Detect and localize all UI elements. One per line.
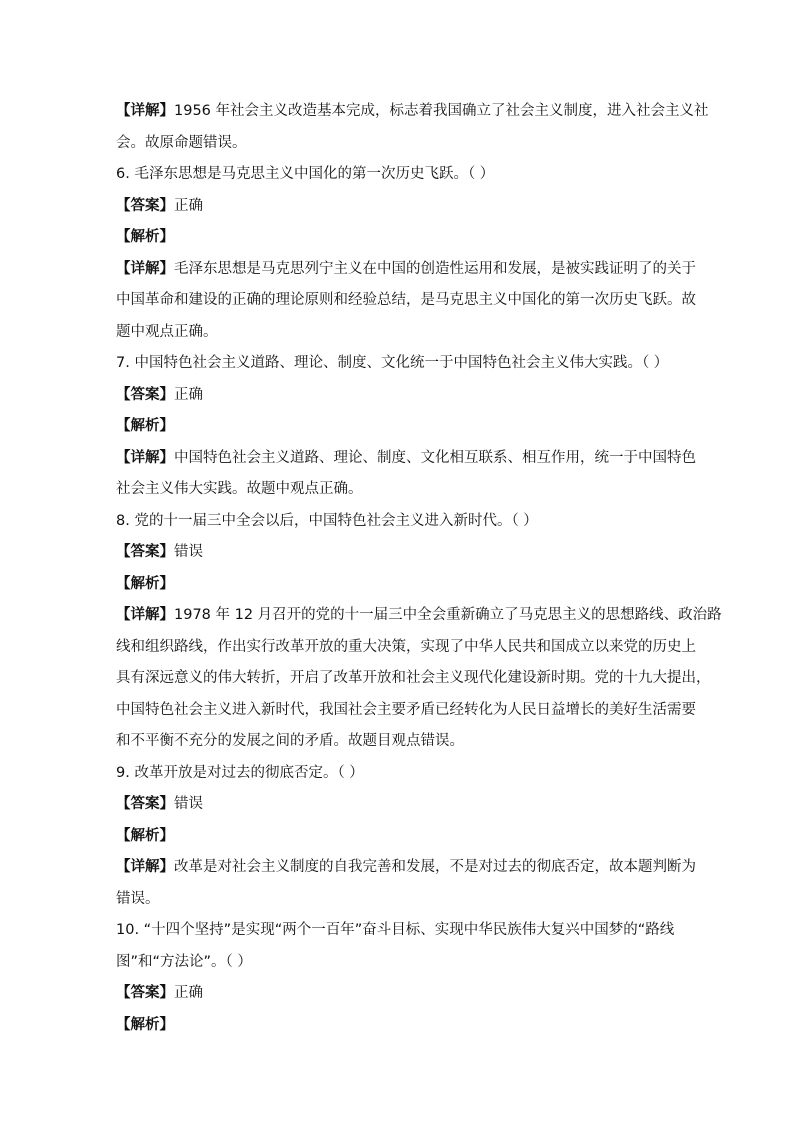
- detail-tag: 【详解】: [116, 859, 174, 875]
- answer-tag: 【答案】: [116, 544, 174, 560]
- answer-line: [116, 191, 686, 223]
- analysis-line: [116, 1010, 686, 1042]
- analysis-tag: 【解析】: [116, 1016, 174, 1033]
- detail-line: [116, 852, 696, 884]
- analysis-line: [116, 569, 686, 601]
- detail-line: [116, 474, 686, 506]
- answer-tag: 【答案】: [116, 197, 174, 214]
- detail-text: 中国特色社会主义进入新时代，我国社会主要矛盾已经转化为人民日益增长的美好生活需要: [116, 701, 696, 718]
- question-text: 6. 毛泽东思想是马克思主义中国化的第一次历史飞跃。（ ）: [116, 166, 495, 182]
- detail-text: 1978 年 12 月召开的党的十一届三中全会重新确立了马克思主义的思想路线、政治路: [174, 607, 722, 623]
- question-text: 7. 中国特色社会主义道路、理论、制度、文化统一于中国特色社会主义伟大实践。（ ）: [116, 355, 669, 371]
- detail-text: 和不平衡不充分的发展之间的矛盾。故题目观点错误。: [116, 733, 464, 749]
- detail-line: [116, 695, 696, 727]
- question-text: 9. 改革开放是对过去的彻底否定。（ ）: [116, 764, 364, 781]
- analysis-line: [116, 222, 686, 254]
- answer-value: 正确: [174, 386, 203, 403]
- analysis-tag: 【解析】: [116, 575, 174, 592]
- detail-line: [116, 285, 696, 317]
- detail-tag: 【详解】: [116, 607, 174, 623]
- detail-line: [116, 96, 709, 128]
- answer-value: 错误: [174, 544, 203, 560]
- answer-tag: 【答案】: [116, 796, 174, 812]
- answer-tag: 【答案】: [116, 386, 174, 403]
- detail-line: [116, 726, 686, 758]
- question-line: [116, 947, 686, 979]
- detail-tag: 【详解】: [116, 449, 174, 466]
- detail-tag: 【详解】: [116, 103, 174, 119]
- answer-line: [116, 537, 686, 569]
- analysis-tag: 【解析】: [116, 827, 174, 844]
- answer-tag: 【答案】: [116, 985, 174, 1001]
- analysis-tag: 【解析】: [116, 229, 174, 245]
- detail-text: 具有深远意义的伟大转折，开启了改革开放和社会主义现代化建设新时期。党的十九大提出，: [116, 670, 711, 686]
- detail-text: 社会主义伟大实践。故题中观点正确。: [116, 481, 363, 497]
- detail-line: [116, 317, 686, 349]
- analysis-line: [116, 821, 686, 853]
- answer-line: [116, 380, 686, 412]
- question-line: [116, 915, 686, 947]
- answer-value: 正确: [174, 197, 203, 214]
- detail-line: [116, 600, 722, 632]
- analysis-line: [116, 411, 686, 443]
- detail-tag: 【详解】: [116, 260, 174, 277]
- detail-text: 会。故原命题错误。: [116, 134, 247, 151]
- document-page: [116, 96, 722, 1041]
- detail-text: 错误。: [116, 890, 160, 907]
- answer-value: 正确: [174, 985, 203, 1001]
- detail-text: 中国革命和建设的正确的理论原则和经验总结，是马克思主义中国化的第一次历史飞跃。故: [116, 292, 696, 308]
- detail-line: [116, 884, 686, 916]
- question-line: [116, 159, 686, 191]
- detail-text: 1956 年社会主义改造基本完成，标志着我国确立了社会主义制度，进入社会主义社: [174, 103, 709, 119]
- detail-text: 改革是对社会主义制度的自我完善和发展，不是对过去的彻底否定，故本题判断为: [174, 859, 696, 875]
- answer-line: [116, 978, 686, 1010]
- detail-line: [116, 632, 696, 664]
- question-line: [116, 506, 686, 538]
- detail-line: [116, 128, 686, 160]
- question-text: 图”和“方法论”。（ ）: [116, 953, 252, 970]
- detail-line: [116, 443, 696, 475]
- question-text: 8. 党的十一届三中全会以后，中国特色社会主义进入新时代。（ ）: [116, 512, 538, 529]
- analysis-tag: 【解析】: [116, 418, 174, 434]
- question-line: [116, 758, 686, 790]
- answer-line: [116, 789, 686, 821]
- question-line: [116, 348, 686, 380]
- detail-text: 中国特色社会主义道路、理论、制度、文化相互联系、相互作用，统一于中国特色: [174, 449, 696, 466]
- detail-text: 题中观点正确。: [116, 323, 218, 340]
- detail-line: [116, 663, 711, 695]
- question-text: 10. “十四个坚持”是实现“两个一百年”奋斗目标、实现中华民族伟大复兴中国梦的“路线: [116, 922, 675, 938]
- detail-text: 线和组织路线，作出实行改革开放的重大决策，实现了中华人民共和国成立以来党的历史上: [116, 638, 696, 655]
- answer-value: 错误: [174, 796, 203, 812]
- detail-line: [116, 254, 696, 286]
- detail-text: 毛泽东思想是马克思列宁主义在中国的创造性运用和发展，是被实践证明了的关于: [174, 260, 696, 277]
